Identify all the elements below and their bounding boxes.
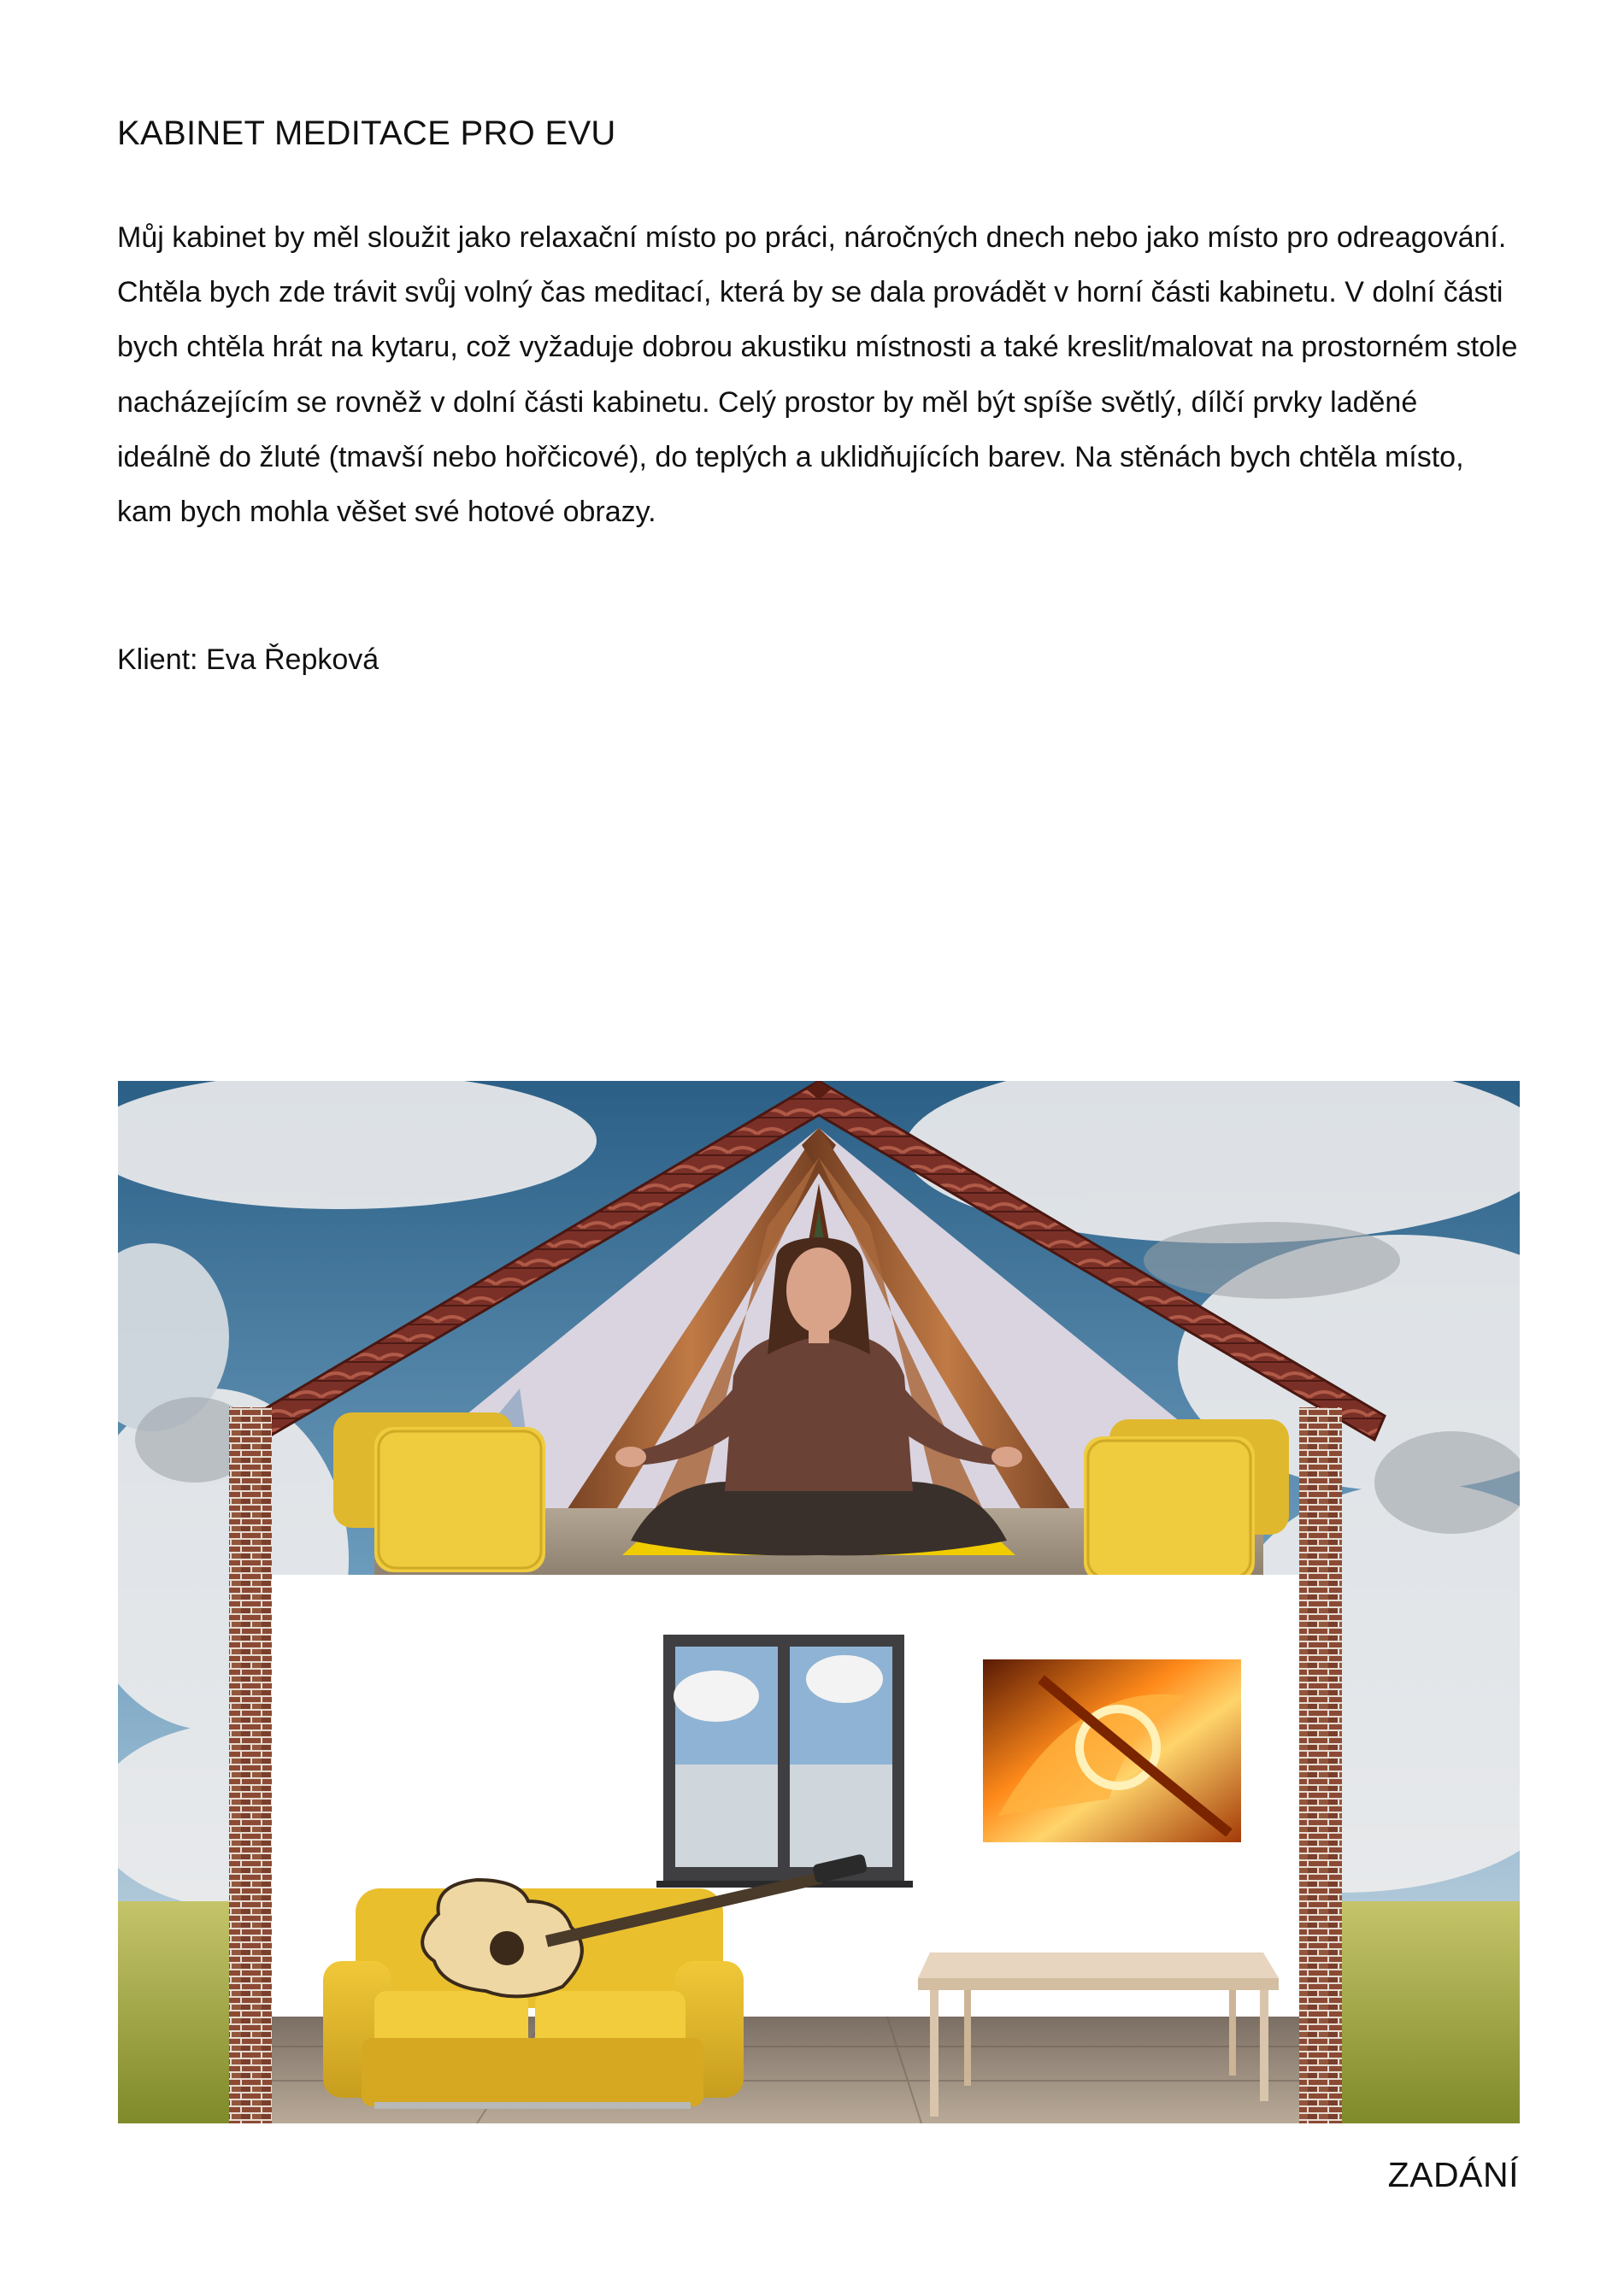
right-brick-wall <box>1299 1407 1342 2123</box>
footer-label: ZADÁNÍ <box>1387 2155 1519 2194</box>
moodboard-collage <box>118 1081 1520 2123</box>
client-name: Klient: Eva Řepková <box>117 643 380 676</box>
left-brick-wall <box>229 1407 272 2123</box>
page-title: KABINET MEDITACE PRO EVU <box>117 115 616 152</box>
brief-paragraph: Můj kabinet by měl sloužit jako relaxační místo po práci, náročných dnech nebo jako místo pro odreagování. Chtěla bych zde trávit svůj volný čas meditací, která by se dala provádět v horní části kabinetu. V dolní části bych chtěla hrát na kytaru, což vyžaduje dobrou akustiku místnosti a také kreslit/malovat na prostorném stole nacházejícím se rovněž v dolní části kabinetu. Celý prostor by měl být spíše světlý, dílčí prvky laděné ideálně do žluté (tmavší nebo hořčicové), do teplých a uklidňujících barev. Na stěnách bych chtěla místo, kam bych mohla věšet své hotové obrazy. <box>117 221 1518 529</box>
window <box>656 1635 913 1888</box>
orange-painting <box>983 1659 1241 1842</box>
